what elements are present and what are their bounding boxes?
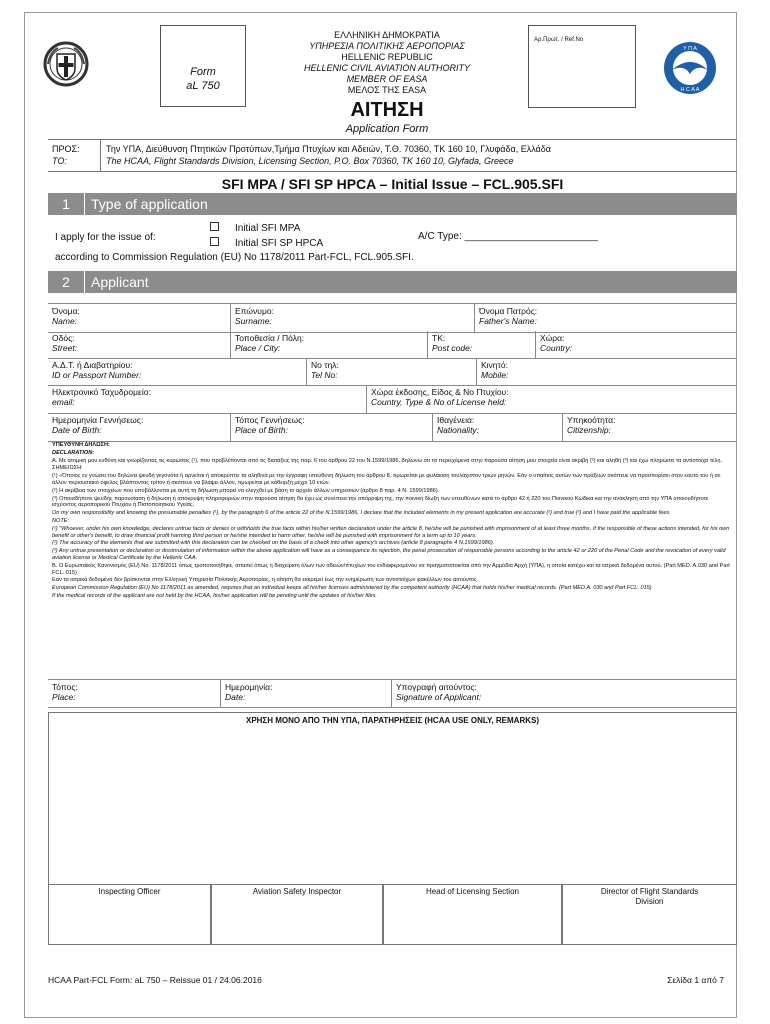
email-field[interactable]: Ηλεκτρονικό Ταχυδρομείο: email: — [52, 387, 151, 407]
form-code-box — [160, 25, 246, 107]
recipient-row — [48, 139, 737, 172]
option-sfi-mpa-label: Initial SFI MPA — [235, 223, 301, 234]
license-held-field[interactable]: Χώρα έκδοσης, Είδος & Νο Πτυχίου: Country, Type & No of License held: — [366, 385, 737, 413]
section-1-number: 1 — [48, 193, 85, 215]
authority-en: HELLENIC CIVIL AVIATION AUTHORITY — [303, 63, 471, 73]
to-value-en: The HCAA, Flight Standards Division, Licensing Section, P.O. Box 70360, TK 160 10, Glyfada, Greece — [106, 156, 514, 166]
city-field[interactable]: Τοποθεσία / Πόλη: Place / City: — [230, 331, 427, 358]
head-of-licensing-box[interactable] — [383, 884, 562, 945]
applicant-row-birth — [48, 413, 737, 442]
inspecting-officer-box[interactable] — [48, 884, 211, 945]
date-of-birth-field[interactable]: Ημερομηνία Γεννήσεως: Date of Birth: — [52, 415, 144, 435]
option-sfi-sp-hpca-checkbox[interactable] — [210, 237, 219, 246]
declaration-note3-en: (³) Any untrue presentation or declaration or dissimulation of information within the above application will have as a consequence its rejection, the penal prosecution of responsible persons according to the article 42 or 220 of the Penal Code and the revocation of every valid aviation license or Medical Certificate by the Hellenic CAA. — [52, 548, 726, 561]
declaration-note3-gr: (³) Οποιαδήποτε ψευδής παρουσίαση ή δήλωση ή απόκρυψη πληροφοριών στην παρούσα αίτηση θα έχει ως συνέπεια την απόρριψη της, την ποινική δίωξη των υπευθύνων κατά το άρθρο 42 ή 220 του Ποινικού Κώδικα και την ανάκληση από την ΥΠΑ οποιουδήποτε ισχύοντος αεροπορικού Πτυχίου ή Πιστοποιητικού Υγείας. — [52, 495, 709, 509]
tel-field[interactable]: Νο τηλ: Tel No: — [306, 358, 476, 385]
declaration-note1-en: (¹) "Whoever, under his own knowledge, declares untrue facts or denies or withholds the true facts within his/her written declaration under the article 8, he/she will be punished with imprisonment of at least three months. If the responsible of these actions intended, for his own benefit or other's benefit, to draw financial profit harming third person or he/she intended to harm other, he/she will be punished with imprisonment for a term up to 10 years. — [52, 525, 730, 539]
form-code: aL 750 — [186, 80, 220, 92]
country-field[interactable]: Χώρα: Country: — [535, 331, 737, 358]
postcode-field[interactable]: ΤΚ: Post code: — [427, 331, 535, 358]
section-2-number: 2 — [48, 271, 85, 293]
aviation-safety-inspector-box[interactable] — [211, 884, 383, 945]
footer-page-number: Σελίδα 1 από 7 — [667, 975, 724, 985]
footer-form-ref: HCAA Part-FCL Form: aL 750 – Reissue 01 / 24.06.2016 — [48, 975, 262, 985]
director-label-line1: Director of Flight Standards — [600, 887, 699, 896]
to-label-gr: ΠΡΟΣ: — [52, 144, 80, 154]
declaration-para-b-gr: B. Ο Ευρωπαϊκός Κανονισμός (EU) No. 1178/2011 όπως τροποποιήθηκε, απαιτεί όπως η διαχείριση όλων των αδειών/πτυχίων του ενδιαφερομένου να πραγματοποιείται από την Αρμόδια Αρχή (ΥΠΑ), η οποία κατέχει και τα ιατρικά δεδομένα αυτού. (Part MED. A.030 and Part FCL. 015) — [52, 562, 730, 576]
applicant-row-id — [48, 358, 737, 386]
option-sfi-sp-hpca-label: Initial SFI SP HPCA — [235, 238, 324, 249]
id-passport-field[interactable]: Α.Δ.Τ. ή Διαβατηρίου: ID or Passport Number: — [52, 360, 142, 380]
country-gr: ΕΛΛΗΝΙΚΗ ΔΗΜΟΚΡΑΤΙΑ — [334, 30, 440, 40]
logo-text-bottom: H C A A — [680, 87, 700, 93]
declaration-note1-gr: (¹) «Όποιος εν γνώσει του δηλώνει ψευδή γεγονότα ή αρνείται ή αποκρύπτει τα αληθινά με την έγγραφη υπεύθυνη δήλωση του άρθρου 8, τιμωρείται με φυλάκιση τουλάχιστον τριών μηνών. Εάν ο υπαίτιος αυτών των πράξεων σκόπευε να προσπορίσει στον εαυτό του ή σε άλλον περιουσιακό όφελος βλάπτοντας τρίτον ή σκόπευε να βλάψει άλλον, τιμωρείται με κάθειρξη μέχρι 10 ετών. — [52, 473, 721, 486]
authority-gr: ΥΠΗΡΕΣΙΑ ΠΟΛΙΤΙΚΗΣ ΑΕΡΟΠΟΡΙΑΣ — [309, 41, 465, 51]
to-label-en: TO: — [52, 156, 67, 166]
inspecting-officer-label: Inspecting Officer — [98, 887, 161, 896]
applicant-row-address — [48, 331, 737, 359]
hcaa-logo — [662, 40, 718, 96]
mobile-field[interactable]: Κινητό: Mobile: — [476, 358, 737, 385]
page-title: ΑΙΤΗΣΗ — [350, 99, 424, 121]
signature-row — [48, 679, 737, 708]
citizenship-field[interactable]: Υπηκοότητα: Citizenship: — [562, 413, 737, 441]
father-name-field[interactable]: Όνομα Πατρός: Father's Name: — [474, 304, 737, 332]
nationality-field[interactable]: Ιθαγένεια: Nationality: — [432, 413, 562, 441]
declaration-para-a-gr: A. Με ατομική μου ευθύνη και γνωρίζοντας τις κυρώσεις (¹), που προβλέπονται από τις διατάξεις της παρ. 6 του άρθρου 22 του Ν.1599/1986, δηλώνω ότι τα περιεχόμενα στην παρούσα αίτηση μου στοιχεία είναι ακριβή (²) και αληθή (³) και έχω πληρώσει τα αντίστοιχα τέλη. — [52, 457, 723, 464]
to-value-gr: Την ΥΠΑ, Διεύθυνση Πτητικών Προτύπων,Τμήμα Πτυχίων και Αδειών, Τ.Θ. 70360, ΤΚ 160 10, Γλυφάδα, Ελλάδα — [106, 144, 551, 154]
declaration-text — [52, 442, 734, 601]
declaration-para-b-en: European Commission Regulation (EU) No 1178/2011 as amended, requires that an individual keeps all his/her licenses administered by the competent authority (HCAA) that holds his/her medical records. (Part MED A. 030 and Part FCL. 015) — [52, 585, 652, 592]
section-2-header — [48, 271, 737, 293]
applicant-row-name — [48, 303, 737, 333]
signature-field[interactable]: Υπογραφή αιτούντος: Signature of Applicant: — [391, 680, 737, 707]
name-field[interactable]: Όνομα: Name: — [52, 306, 80, 326]
declaration-note-gr: ΣΗΜΕΙΩΣΗ: — [52, 465, 83, 472]
apply-label: I apply for the issue of: — [55, 232, 156, 243]
place-of-birth-field[interactable]: Τόπος Γεννήσεως: Place of Birth: — [230, 413, 432, 441]
declaration-para-a-en: On my own responsibility and knowing the presumable penalties (¹), by the paragraph 6 of the article 22 of the N.1599/1986, I declare that the included elements in my present application are accurate (²) and true (³) and I have paid the applicable fees. — [52, 510, 671, 517]
declaration-note2-gr: (²) Η ακρίβεια των στοιχείων που υποβάλλονται με αυτή τη δήλωση μπορεί να ελεγχθεί με βάση το αρχείο άλλων υπηρεσιών (άρθρο 8 παρ. 4 Ν. 1599/1986). — [52, 487, 440, 494]
form-title: SFI MPA / SFI SP HPCA – Initial Issue – FCL.905.SFI — [221, 176, 564, 192]
form-label: Form — [190, 66, 216, 78]
date-field[interactable]: Ημερομηνία: Date: — [220, 680, 391, 707]
member-gr: ΜΕΛΟΣ ΤΗΣ EASA — [347, 85, 427, 95]
declaration-note-en: NOTE: — [52, 517, 70, 524]
header-title-block — [272, 30, 502, 135]
place-field[interactable]: Τόπος: Place: — [52, 682, 78, 702]
ref-no-box — [528, 25, 636, 108]
street-field[interactable]: Οδός: Street: — [52, 333, 78, 353]
declaration-note2-en: (²) The accuracy of the elements that are submitted with this declaration can be checked on the basis of a check into other agency's archives (article 8 paragraphs 4 N.1599/1986). — [52, 540, 495, 547]
director-label-line2: Division — [635, 897, 664, 906]
declaration-title-en: DECLARATION: — [52, 449, 95, 456]
surname-field[interactable]: Επώνυμο: Surname: — [230, 304, 474, 332]
member-en: MEMBER OF EASA — [346, 74, 428, 84]
logo-text-top: Υ Π Α — [683, 46, 697, 52]
section-1-header — [48, 193, 737, 215]
regulation-text: according to Commission Regulation (EU) No 1178/2011 Part-FCL, FCL.905.SFI. — [55, 252, 414, 263]
declaration-title-gr: ΥΠΕΥΘΥΝΗ ΔΗΛΩΣΗ: — [52, 442, 110, 448]
page-subtitle: Application Form — [345, 123, 429, 135]
section-2-title: Applicant — [91, 274, 149, 290]
aviation-safety-inspector-label: Aviation Safety Inspector — [252, 887, 342, 896]
greek-emblem-icon — [42, 40, 90, 88]
head-of-licensing-label: Head of Licensing Section — [426, 887, 519, 896]
ref-label: Αρ.Πρωτ. / Ref.No — [534, 37, 584, 43]
declaration-para-b2-gr: Εαν τα ιατρικά δεδομένα δεν βρίσκονται στην Ελληνική Υπηρεσία Πολιτικής Αεροπορίας, η αίτηση θα εκκρεμεί έως την ενημέρωση των αντιστοίχων φακέλλων του αιτούντος. — [52, 577, 479, 584]
section-1-title: Type of application — [91, 196, 208, 212]
country-en: HELLENIC REPUBLIC — [341, 52, 433, 62]
ac-type-field[interactable]: A/C Type: ________________________ — [418, 231, 598, 242]
applicant-row-email — [48, 385, 737, 414]
director-box[interactable] — [562, 884, 737, 945]
declaration-para-b2-en: If the medical records of the applicant are not held by the HCAA, his/her application will be pending until the updates of his/her files. — [52, 592, 377, 599]
remarks-title: ΧΡΗΣΗ ΜΟΝΟ ΑΠΟ ΤΗΝ ΥΠΑ, ΠΑΡΑΤΗΡΗΣΕΙΣ (HCAA USE ONLY, REMARKS) — [245, 716, 539, 725]
option-sfi-mpa-checkbox[interactable] — [210, 222, 219, 231]
